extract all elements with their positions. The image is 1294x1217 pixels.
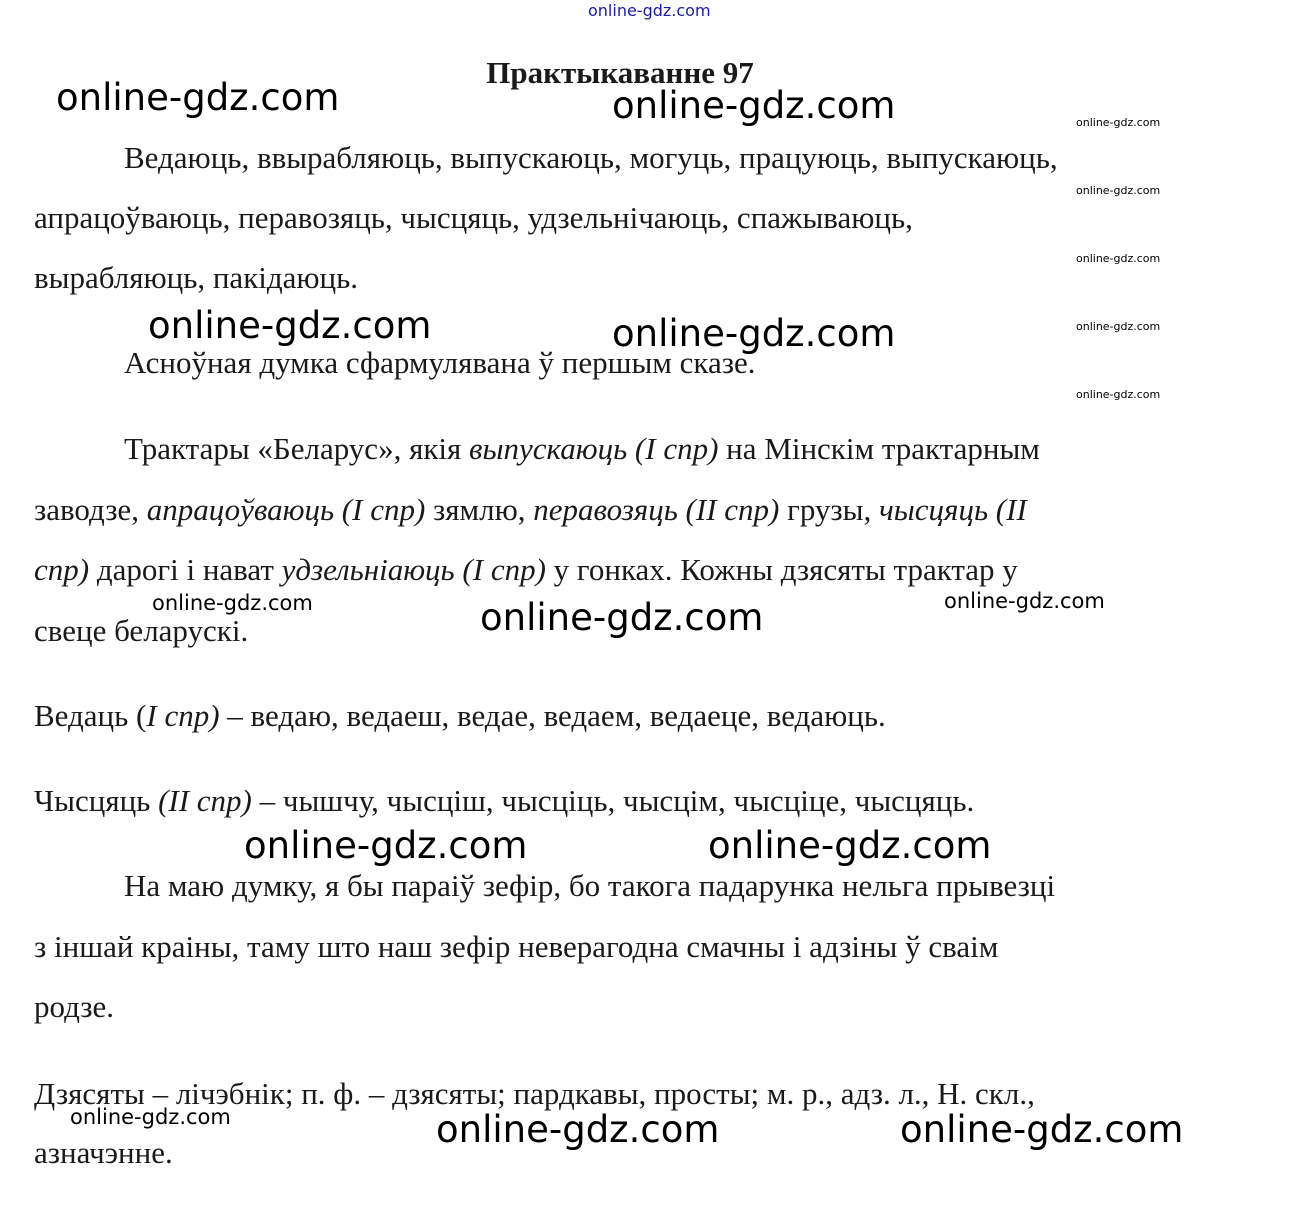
watermark: online-gdz.com <box>944 589 1105 613</box>
paragraph-2: Асноўная думка сфармулявана ў першым сказе. <box>124 345 756 380</box>
paragraph-1-line-2: апрацоўваюць, перавозяць, чысцяць, удзельнічаюць, спажываюць, <box>34 200 913 235</box>
watermark: online-gdz.com <box>148 304 432 347</box>
watermark: online-gdz.com <box>612 84 896 127</box>
watermark: online-gdz.com <box>900 1108 1184 1151</box>
header-watermark: online-gdz.com <box>588 1 711 20</box>
paragraph-7-line-2: азначэнне. <box>34 1135 173 1170</box>
watermark: online-gdz.com <box>1076 388 1161 401</box>
paragraph-1-line-1: Ведаюць, ввырабляюць, выпускаюць, могуць, працуюць, выпускаюць, <box>124 140 1058 175</box>
watermark: online-gdz.com <box>708 824 992 867</box>
watermark: online-gdz.com <box>1076 184 1161 197</box>
paragraph-6-line-2: з іншай краіны, таму што наш зефір неверагодна смачны і адзіны ў сваім <box>34 929 999 964</box>
watermark: online-gdz.com <box>1076 320 1161 333</box>
watermark: online-gdz.com <box>480 596 764 639</box>
watermark: online-gdz.com <box>152 591 313 615</box>
paragraph-7-line-1: Дзясяты – лічэбнік; п. ф. – дзясяты; пардкавы, просты; м. р., адз. л., Н. скл., <box>34 1076 1035 1111</box>
paragraph-6-line-3: родзе. <box>34 989 115 1024</box>
watermark: online-gdz.com <box>244 824 528 867</box>
watermark: online-gdz.com <box>612 312 896 355</box>
watermark: online-gdz.com <box>70 1105 231 1129</box>
paragraph-5: Чысцяць (II спр) – чышчу, чысціш, чысціць, чысцім, чысціце, чысцяць. <box>34 783 975 818</box>
paragraph-4: Ведаць (I спр) – ведаю, ведаеш, ведае, ведаем, ведаеце, ведаюць. <box>34 698 886 733</box>
watermark: online-gdz.com <box>1076 252 1161 265</box>
page-title: Практыкаванне 97 <box>486 55 754 90</box>
watermark: online-gdz.com <box>436 1108 720 1151</box>
paragraph-3-line-1: Трактары «Беларус», якія выпускаюць (I спр) на Мінскім трактарным <box>124 431 1040 466</box>
paragraph-3-line-4: свеце беларускі. <box>34 613 249 648</box>
watermark: online-gdz.com <box>56 76 340 119</box>
watermark: online-gdz.com <box>1076 116 1161 129</box>
paragraph-3-line-2: заводзе, апрацоўваюць (I спр) зямлю, перавозяць (II спр) грузы, чысцяць (II <box>34 492 1027 527</box>
paragraph-3-line-3: спр) дарогі і нават удзельніаюць (I спр) у гонках. Кожны дзясяты трактар у <box>34 552 1018 587</box>
paragraph-1-line-3: вырабляюць, пакідаюць. <box>34 260 359 295</box>
paragraph-6-line-1: На маю думку, я бы параіў зефір, бо такога падарунка нельга прывезці <box>124 868 1056 903</box>
